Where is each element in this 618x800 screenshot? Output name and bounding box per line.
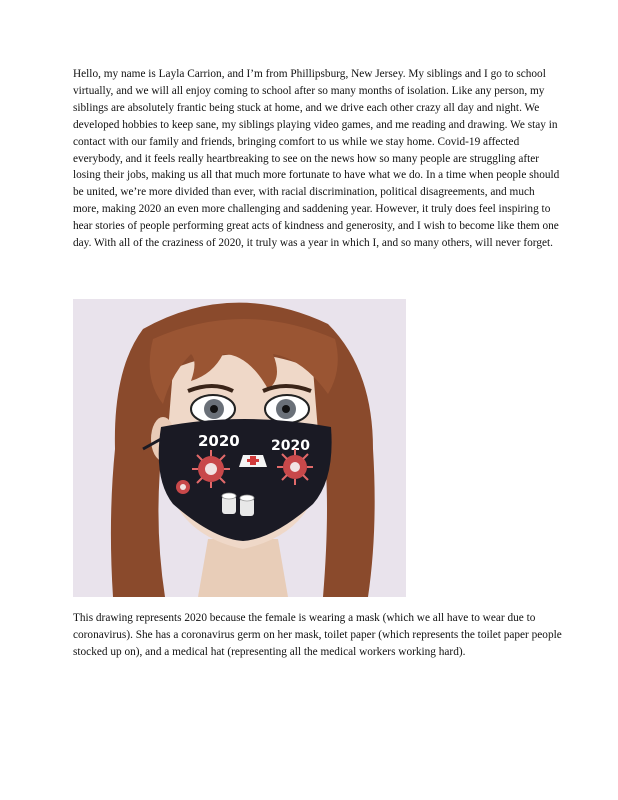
pupil-right — [282, 405, 290, 413]
medical-hat-icon — [239, 455, 267, 467]
virus-germ-small — [176, 480, 190, 494]
mask-text-right: 2020 — [271, 438, 310, 454]
mask-text-left: 2020 — [198, 432, 240, 450]
drawing-image — [73, 299, 406, 597]
intro-paragraph: Hello, my name is Layla Carrion, and I’m from Phillipsburg, New Jersey. My siblings and I go to school virtually, and we will all enjoy coming to school after so many months of isolation. Like any person, my siblings are absolutely frantic being stuck at home, and we drive each other crazy all day and night. We developed hobbies to keep sane, my siblings playing video games, and me reading and drawing. We stay in contact with our family and friends, bringing comfort to us while we stay home. Covid-19 affected everybody, and it feels really heartbreaking to see on the news how so many people are struggling after losing their jobs, making us all that much more fortunate to have what we do. In a time when people should be united, we’re more divided than ever, with racial discrimination, political disagreements, and much more, making 2020 an even more challenging and saddening year. However, it truly does feel inspiring to hear stories of people performing great acts of kindness and generosity, and I wish to become like them one day. With all of the craziness of 2020, it truly was a year in which I, and so many others, will never forget. — [73, 68, 560, 250]
caption-paragraph: This drawing represents 2020 because the female is wearing a mask (which we all have to wear due to coronavirus). She has a coronavirus germ on her mask, toilet paper (which represents the toilet paper people stocked up on), and a medical hat (representing all the medical workers working hard). — [73, 612, 562, 658]
virus-germ-right — [277, 449, 313, 485]
virus-germ-left — [192, 450, 230, 488]
pupil-left — [210, 405, 218, 413]
